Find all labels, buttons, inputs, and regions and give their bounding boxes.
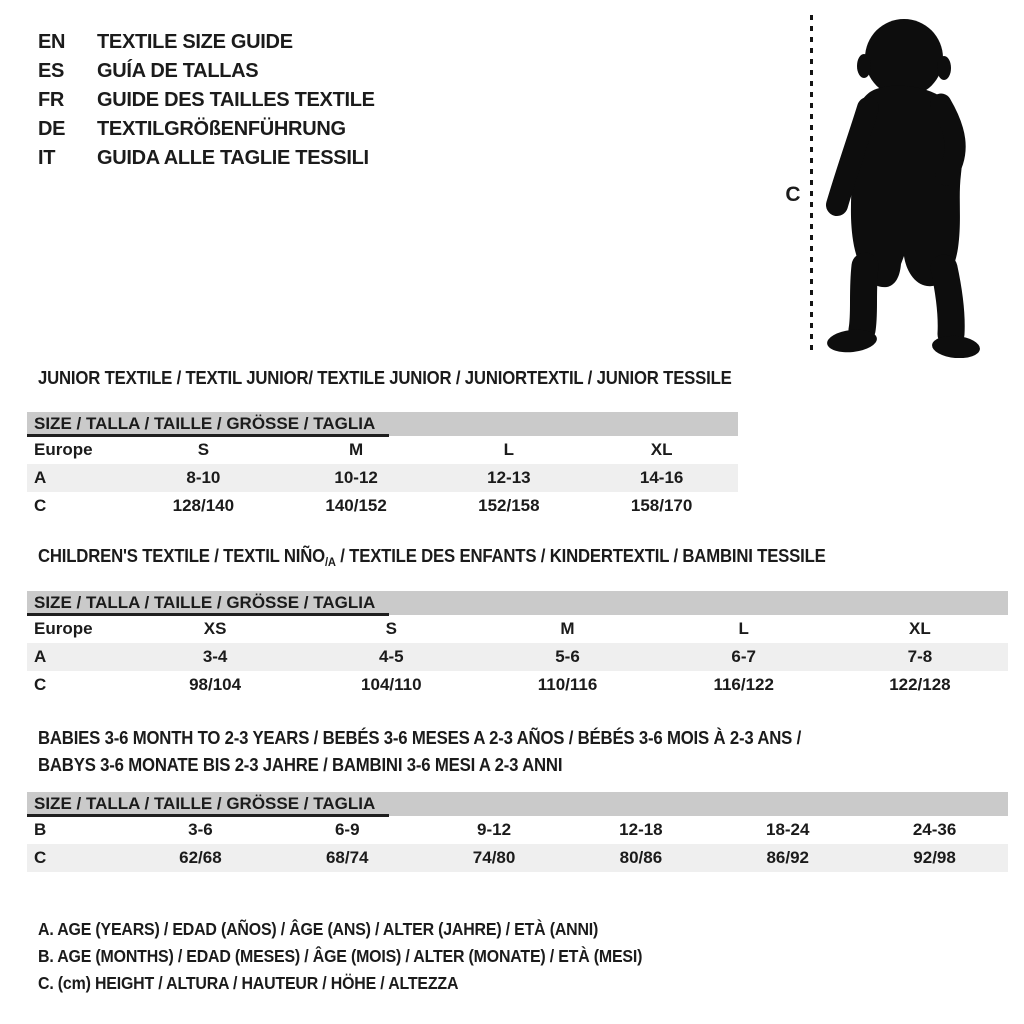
language-title: GUIDA ALLE TAGLIE TESSILI bbox=[97, 147, 369, 169]
baby-silhouette-icon bbox=[820, 8, 995, 358]
legend-line-b: B. AGE (MONTHS) / EDAD (MESES) / ÂGE (MOIS) / ALTER (MONATE) / ETÀ (MESI) bbox=[38, 946, 643, 966]
table-row-europe bbox=[27, 615, 1008, 643]
language-code: ES bbox=[38, 60, 65, 82]
height-dotted-line bbox=[810, 15, 813, 355]
row-label: C bbox=[34, 675, 47, 694]
row-label: C bbox=[34, 496, 47, 515]
language-row bbox=[38, 86, 375, 115]
age-cell: 8-10 bbox=[186, 468, 221, 487]
height-cell: 110/116 bbox=[537, 675, 598, 694]
children-size-table bbox=[27, 591, 1008, 699]
age-cell: 12-13 bbox=[487, 468, 531, 487]
language-code: DE bbox=[38, 118, 66, 140]
age-cell: 4-5 bbox=[379, 647, 404, 666]
size-cell: M bbox=[349, 440, 364, 459]
age-cell: 10-12 bbox=[334, 468, 378, 487]
size-header-bar bbox=[27, 792, 1008, 816]
language-title: TEXTILGRÖßENFÜHRUNG bbox=[97, 118, 346, 140]
children-section-heading bbox=[38, 546, 826, 569]
height-cell: 122/128 bbox=[889, 675, 951, 694]
size-header-bar bbox=[27, 412, 738, 436]
babies-size-table bbox=[27, 792, 1008, 872]
size-cell: L bbox=[503, 440, 515, 459]
size-cell: XL bbox=[650, 440, 673, 459]
table-row-age bbox=[27, 643, 1008, 671]
table-row-months bbox=[27, 816, 1008, 844]
children-heading-subscript: /A bbox=[324, 555, 336, 569]
size-cell: M bbox=[560, 619, 575, 638]
language-code: FR bbox=[38, 89, 65, 111]
language-title: TEXTILE SIZE GUIDE bbox=[97, 31, 293, 53]
height-cell: 128/140 bbox=[172, 496, 235, 515]
row-label: A bbox=[34, 468, 47, 487]
babies-heading-line1: BABIES 3-6 MONTH TO 2-3 YEARS / BEBÉS 3-6 MESES A 2-3 AÑOS / BÉBÉS 3-6 MOIS À 2-3 ANS / bbox=[38, 728, 802, 748]
legend-line-c: C. (cm) HEIGHT / ALTURA / HAUTEUR / HÖHE / ALTEZZA bbox=[38, 973, 459, 993]
language-list bbox=[38, 28, 375, 173]
height-cell: 104/110 bbox=[361, 675, 422, 694]
height-cell: 92/98 bbox=[913, 848, 956, 867]
language-code: EN bbox=[38, 31, 66, 53]
size-cell: L bbox=[738, 619, 749, 638]
months-cell: 9-12 bbox=[477, 820, 512, 839]
size-header-text: SIZE / TALLA / TAILLE / GRÖSSE / TAGLIA bbox=[27, 412, 389, 437]
months-cell: 6-9 bbox=[334, 820, 360, 839]
row-label: A bbox=[34, 647, 47, 666]
babies-heading-line2: BABYS 3-6 MONATE BIS 2-3 JAHRE / BAMBINI 3-6 MESI A 2-3 ANNI bbox=[38, 755, 563, 775]
language-code: IT bbox=[38, 147, 56, 169]
language-row bbox=[38, 115, 375, 144]
months-cell: 3-6 bbox=[188, 820, 213, 839]
height-cell: 152/158 bbox=[478, 496, 540, 515]
size-header-text: SIZE / TALLA / TAILLE / GRÖSSE / TAGLIA bbox=[27, 591, 389, 616]
size-cell: XL bbox=[909, 619, 931, 638]
row-label: C bbox=[34, 848, 47, 867]
months-cell: 12-18 bbox=[619, 820, 663, 839]
height-cell: 74/80 bbox=[472, 848, 516, 867]
age-cell: 5-6 bbox=[555, 647, 580, 666]
junior-heading-text: JUNIOR TEXTILE / TEXTIL JUNIOR/ TEXTILE JUNIOR / JUNIORTEXTIL / JUNIOR TESSILE bbox=[38, 368, 732, 388]
months-cell: 24-36 bbox=[912, 820, 957, 839]
table-row-height bbox=[27, 671, 1008, 699]
size-cell: S bbox=[197, 440, 210, 459]
height-cell: 80/86 bbox=[619, 848, 663, 867]
age-cell: 3-4 bbox=[202, 647, 228, 666]
age-cell: 14-16 bbox=[639, 468, 684, 487]
table-row-age bbox=[27, 464, 738, 492]
age-cell: 6-7 bbox=[731, 647, 756, 666]
row-label: Europe bbox=[34, 619, 93, 638]
row-label: B bbox=[34, 820, 47, 839]
size-header-bar bbox=[27, 591, 1008, 615]
table-row-europe bbox=[27, 436, 738, 464]
height-cell: 116/122 bbox=[713, 675, 774, 694]
height-measure-label: C bbox=[785, 183, 801, 206]
language-title: GUIDE DES TAILLES TEXTILE bbox=[97, 89, 375, 111]
legend-line-a: A. AGE (YEARS) / EDAD (AÑOS) / ÂGE (ANS) / ALTER (JAHRE) / ETÀ (ANNI) bbox=[38, 919, 599, 939]
age-cell: 7-8 bbox=[907, 647, 933, 666]
height-cell: 140/152 bbox=[325, 496, 387, 515]
junior-size-table bbox=[27, 412, 738, 520]
table-row-height bbox=[27, 844, 1008, 872]
language-row bbox=[38, 28, 375, 57]
height-cell: 62/68 bbox=[179, 848, 222, 867]
language-row bbox=[38, 144, 375, 173]
size-cell: S bbox=[385, 619, 397, 638]
children-heading-post: / TEXTILE DES ENFANTS / KINDERTEXTIL / BAMBINI TESSILE bbox=[335, 546, 826, 566]
junior-section-heading bbox=[38, 368, 732, 389]
height-cell: 86/92 bbox=[766, 848, 809, 867]
table-row-height bbox=[27, 492, 738, 520]
legend bbox=[38, 916, 702, 997]
children-heading-pre: CHILDREN'S TEXTILE / TEXTIL NIÑO bbox=[38, 546, 325, 566]
size-cell: XS bbox=[203, 619, 227, 638]
babies-section-heading bbox=[38, 725, 801, 779]
row-label: Europe bbox=[34, 440, 93, 459]
language-title: GUÍA DE TALLAS bbox=[97, 60, 259, 82]
months-cell: 18-24 bbox=[765, 820, 810, 839]
height-cell: 98/104 bbox=[189, 675, 242, 694]
language-row bbox=[38, 57, 375, 86]
height-cell: 158/170 bbox=[630, 496, 693, 515]
height-cell: 68/74 bbox=[325, 848, 369, 867]
size-header-text: SIZE / TALLA / TAILLE / GRÖSSE / TAGLIA bbox=[27, 792, 389, 817]
